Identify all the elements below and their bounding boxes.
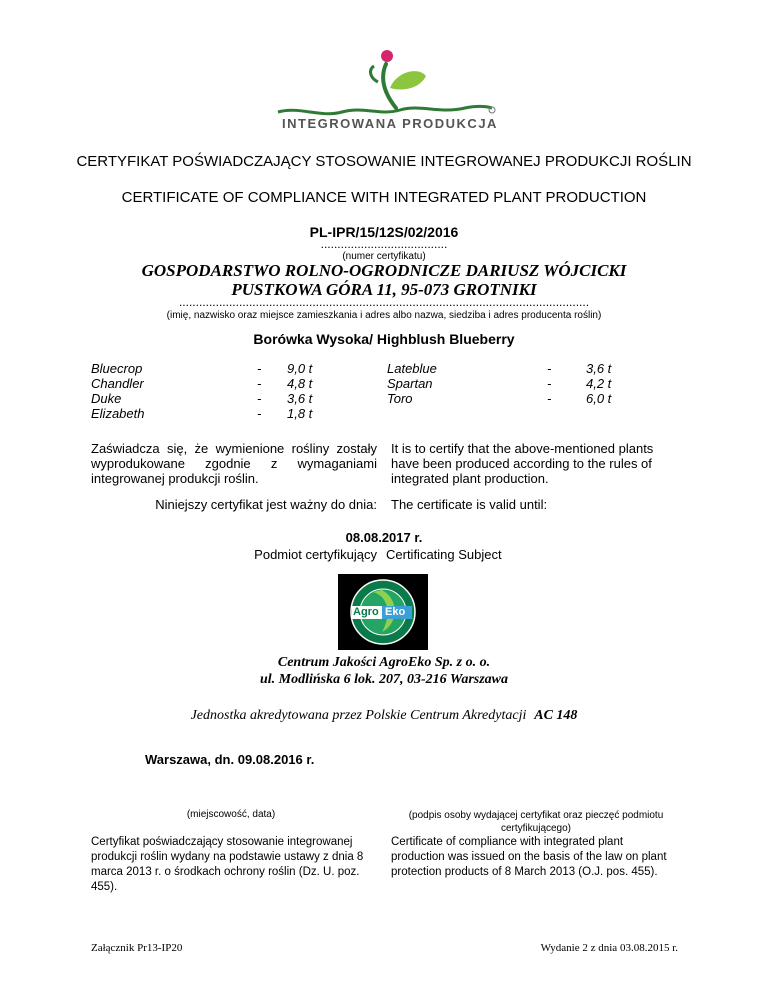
variety-name: Chandler bbox=[91, 376, 144, 391]
valid-until-polish: Niniejszy certyfikat jest ważny do dnia: bbox=[155, 497, 377, 512]
accreditation-code: AC 148 bbox=[534, 708, 578, 723]
variety-dash: - bbox=[257, 406, 262, 421]
footnote-english: Certificate of compliance with integrated plant production was issued on the basis of the law on plant protection products of 8 March 2013 (O.J. pos. 455). bbox=[391, 836, 667, 878]
variety-quantity: 9,0 t bbox=[287, 361, 313, 376]
varieties-right-dashes bbox=[547, 361, 559, 406]
accreditation bbox=[0, 706, 768, 724]
agroeko-logo bbox=[338, 574, 428, 650]
producer-caption: (imię, nazwisko oraz miejsce zamieszkania i adres albo nazwa, siedziba i adres producenta roślin) bbox=[166, 310, 602, 321]
variety-name: Elizabeth bbox=[91, 406, 145, 421]
variety-quantity: 4,2 t bbox=[586, 376, 612, 391]
producer-address: PUSTKOWA GÓRA 11, 95-073 GROTNIKI bbox=[231, 280, 537, 299]
certificating-subject-english: Certificating Subject bbox=[386, 547, 502, 562]
certificating-subject-polish: Podmiot certyfikujący bbox=[254, 547, 377, 562]
accreditation-text: Jednostka akredytowana przez Polskie Centrum Akredytacji bbox=[190, 708, 527, 723]
variety-quantity: 6,0 t bbox=[586, 391, 612, 406]
title-polish: CERTYFIKAT POŚWIADCZAJĄCY STOSOWANIE INTEGROWANEJ PRODUKCJI ROŚLIN bbox=[76, 153, 692, 170]
place-date: Warszawa, dn. 09.08.2016 r. bbox=[145, 752, 315, 767]
certificate-number-dots: ...................................... bbox=[320, 237, 448, 251]
variety-quantity: 3,6 t bbox=[287, 391, 313, 406]
variety-dash: - bbox=[547, 391, 552, 406]
variety-name: Toro bbox=[387, 391, 413, 406]
variety-dash: - bbox=[257, 376, 262, 391]
varieties-left-dashes bbox=[257, 361, 269, 421]
variety-name: Lateblue bbox=[387, 361, 437, 376]
variety-dash: - bbox=[257, 361, 262, 376]
certifier-address: ul. Modlińska 6 lok. 207, 03-216 Warszawa bbox=[259, 672, 509, 687]
variety-dash: - bbox=[547, 361, 552, 376]
varieties-left-quantities bbox=[287, 361, 347, 421]
varieties-right-names bbox=[387, 361, 507, 406]
variety-name: Spartan bbox=[387, 376, 433, 391]
variety-dash: - bbox=[547, 376, 552, 391]
variety-quantity: 4,8 t bbox=[287, 376, 313, 391]
footnote-polish: Certyfikat poświadczający stosowanie integrowanej produkcji roślin wydany na podstawie ustawy z dnia 8 marca 2013 r. o środkach ochrony roślin (Dz. U. poz. 455). bbox=[91, 836, 364, 893]
producer-name: GOSPODARSTWO ROLNO-OGRODNICZE DARIUSZ WÓJCICKI bbox=[141, 261, 627, 280]
certify-statement-english: It is to certify that the above-mentioned plants have been produced according to the rules of integrated plant production. bbox=[391, 441, 654, 486]
footer-annex: Załącznik Pr13-IP20 bbox=[91, 942, 183, 954]
certificate-number-caption: (numer certyfikatu) bbox=[342, 251, 426, 262]
varieties-right-quantities bbox=[586, 361, 646, 406]
valid-date: 08.08.2017 r. bbox=[345, 530, 423, 545]
place-date-caption: (miejscowość, data) bbox=[186, 809, 276, 820]
varieties-left-names bbox=[91, 361, 211, 421]
logo-text: INTEGROWANA PRODUKCJA bbox=[282, 116, 498, 131]
valid-until-english: The certificate is valid until: bbox=[391, 497, 548, 512]
variety-name: Duke bbox=[91, 391, 122, 406]
variety-name: Bluecrop bbox=[91, 361, 143, 376]
variety-quantity: 1,8 t bbox=[287, 406, 313, 421]
variety-dash: - bbox=[257, 391, 262, 406]
certifier-name: Centrum Jakości AgroEko Sp. z o. o. bbox=[277, 655, 491, 670]
variety-quantity: 3,6 t bbox=[586, 361, 612, 376]
footer-edition: Wydanie 2 z dnia 03.08.2015 r. bbox=[540, 942, 678, 954]
signature-caption: (podpis osoby wydającej certyfikat oraz pieczęć podmiotu certyfikującego) bbox=[408, 810, 664, 834]
agroeko-logo-eko: Eko bbox=[385, 606, 406, 618]
producer-dots: ........................................................................................................................... bbox=[178, 295, 590, 309]
crop-title: Borówka Wysoka/ Highblush Blueberry bbox=[253, 331, 515, 347]
title-english: CERTIFICATE OF COMPLIANCE WITH INTEGRATED PLANT PRODUCTION bbox=[121, 189, 647, 206]
certify-statement-polish: Zaświadcza się, że wymienione rośliny zostały wyprodukowane zgodnie z wymaganiami integrowanej produkcji roślin. bbox=[91, 441, 377, 486]
agroeko-emblem-icon bbox=[338, 574, 428, 650]
agroeko-logo-agro: Agro bbox=[353, 606, 379, 618]
integrated-production-logo bbox=[270, 48, 505, 138]
certificate-number: PL-IPR/15/12S/02/2016 bbox=[309, 224, 459, 240]
